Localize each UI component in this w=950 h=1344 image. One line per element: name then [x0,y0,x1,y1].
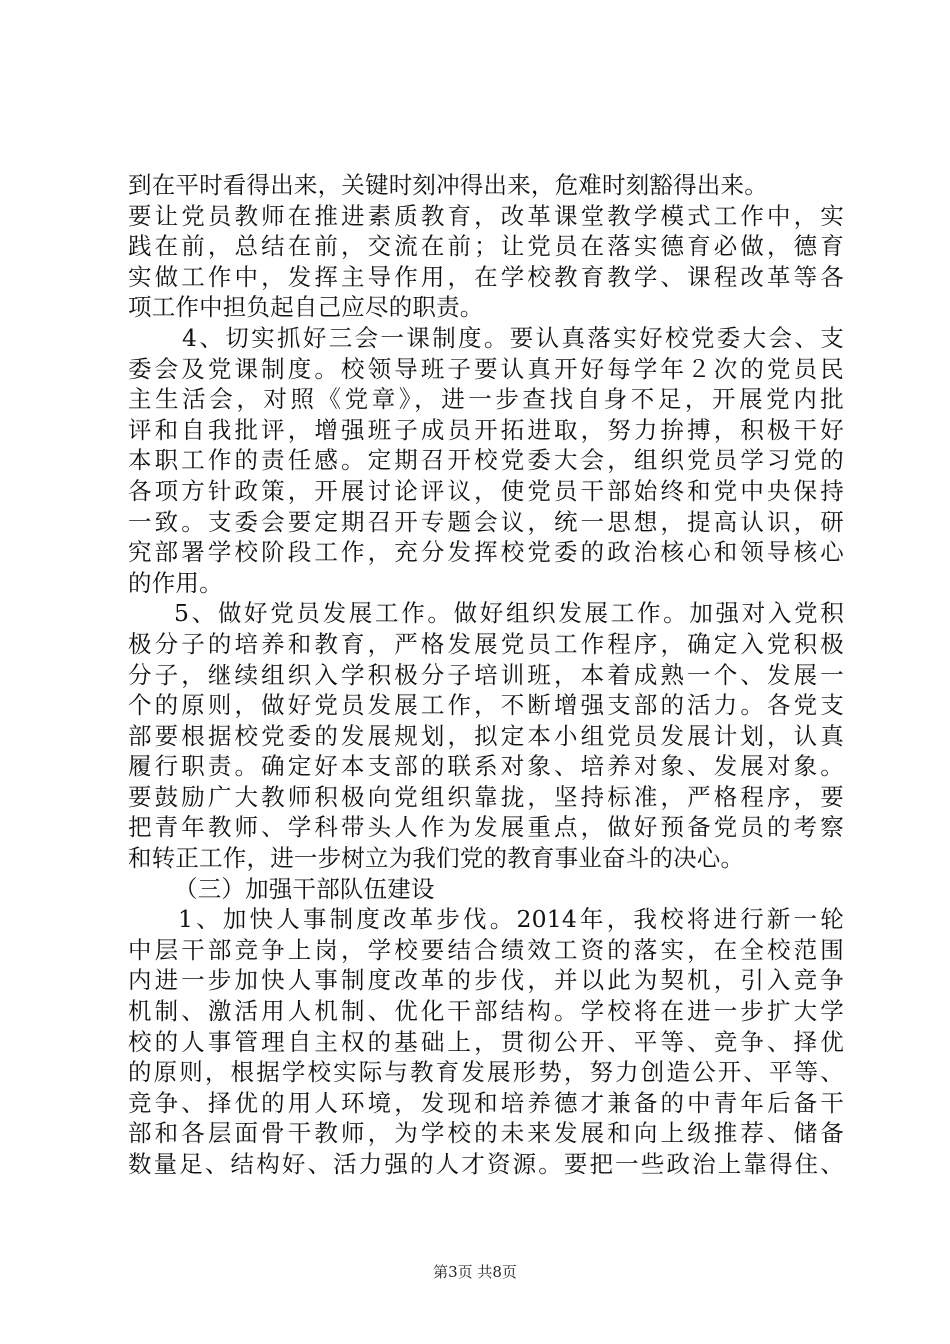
text-line: 个的原则，做好党员发展工作，不断增强支部的活力。各党支 [128,691,844,720]
text-line: 数量足、结构好、活力强的人才资源。要把一些政治上靠得住、 [128,1150,844,1178]
text-line: 评和自我批评，增强班子成员开拓进取，努力拚搏，积极干好 [128,415,844,444]
text-line: 的作用。 [128,568,223,597]
text-line: 本职工作的责任感。定期召开校党委大会，组织党员学习党的 [128,446,844,475]
text-line: 部和各层面骨干教师，为学校的未来发展和向上级推荐、储备 [128,1119,844,1148]
text-line: 主生活会，对照《党章》，进一步查找自身不足，开展党内批 [128,385,844,414]
text-line: 要鼓励广大教师积极向党组织靠拢，坚持标准，严格程序，要 [128,782,844,811]
text-line: 把青年教师、学科带头人作为发展重点，做好预备党员的考察 [128,813,844,842]
text-line: 究部署学校阶段工作，充分发挥校党委的政治核心和领导核心 [128,538,844,567]
text-line: 到在平时看得出来，关键时刻冲得出来，危难时刻豁得出来。 [128,171,768,199]
text-line: 履行职责。确定好本支部的联系对象、培养对象、发展对象。 [128,752,844,781]
text-line: 内进一步加快人事制度改革的步伐，并以此为契机，引入竞争 [128,966,844,995]
page-number-footer: 第3页 共8页 [433,1263,517,1281]
text-line: 机制、激活用人机制、优化干部结构。学校将在进一步扩大学 [128,997,844,1026]
text-line: 部要根据校党委的发展规划，拟定本小组党员发展计划，认真 [128,721,844,750]
text-line: 中层干部竞争上岗，学校要结合绩效工资的落实，在全校范围 [128,935,844,964]
text-line: 竞争、择优的用人环境，发现和培养德才兼备的中青年后备干 [128,1088,844,1117]
paragraph-start-line: 5、做好党员发展工作。做好组织发展工作。加强对入党积 [174,599,844,628]
text-line: 的原则，根据学校实际与教育发展形势，努力创造公开、平等、 [128,1058,844,1087]
text-line: 一致。支委会要定期召开专题会议，统一思想，提高认识，研 [128,507,844,536]
text-line: 践在前，总结在前，交流在前；让党员在落实德育必做，德育 [128,232,844,261]
document-body [128,170,844,1180]
text-line: 项工作中担负起自己应尽的职责。 [128,293,484,322]
text-line: 实做工作中，发挥主导作用，在学校教育教学、课程改革等各 [128,262,844,291]
paragraph-start-line: 1、加快人事制度改革步伐。2014年，我校将进行新一轮 [178,905,844,934]
text-line: 和转正工作，进一步树立为我们党的教育事业奋斗的决心。 [128,844,745,873]
text-line: 极分子的培养和教育，严格发展党员工作程序，确定入党积极 [128,629,844,658]
section-heading: （三）加强干部队伍建设 [174,874,435,903]
text-line: 分子，继续组织入学积极分子培训班，本着成熟一个、发展一 [128,660,844,689]
text-line: 校的人事管理自主权的基础上，贯彻公开、平等、竞争、择优 [128,1027,844,1056]
text-line: 要让党员教师在推进素质教育，改革课堂教学模式工作中，实 [128,201,844,230]
text-line: 各项方针政策，开展讨论评议，使党员干部始终和党中央保持 [128,476,844,505]
text-line: 委会及党课制度。校领导班子要认真开好每学年２次的党员民 [128,354,844,383]
paragraph-start-line: 4、切实抓好三会一课制度。要认真落实好校党委大会、支 [182,323,844,352]
